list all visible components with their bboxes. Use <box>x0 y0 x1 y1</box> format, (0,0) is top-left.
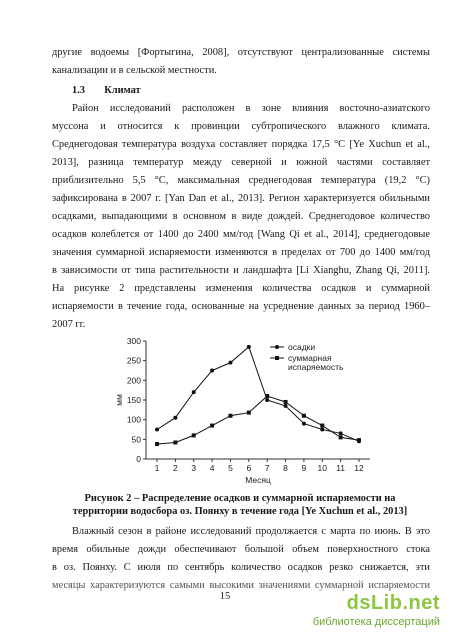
x-tick-label: 1 <box>154 463 160 473</box>
text-line: в зависимости от типа растительности и ландшафта [Li Xianghu, Zhang Qi, 2011]. <box>52 265 430 276</box>
x-tick-label: 11 <box>336 463 346 473</box>
series-2-point <box>265 394 269 398</box>
series-1-point <box>210 369 214 373</box>
series-2-point <box>192 433 196 437</box>
figure-caption-line2: территории водосбора оз. Поянху в течение года [Ye Xuchun et al., 2013] <box>72 506 408 517</box>
legend-label: осадки <box>288 342 316 352</box>
series-1-point <box>192 390 196 394</box>
page-number: 15 <box>219 591 231 602</box>
text-line: 2007 гг. <box>52 319 86 330</box>
x-tick-label: 12 <box>354 463 364 473</box>
text-line: в оз. Поянху. С июля по сентябрь количество осадков резко снижается, эти <box>52 562 430 573</box>
text-line: значения суммарной испаряемости изменяются в пределах от 700 до 1400 мм/год <box>52 247 430 258</box>
text-line: 2013], разница температур между северной и южной частями составляет <box>52 157 430 168</box>
text-line: приблизительно 5,5 °C, максимальная среднегодовая температура (19,2 °C) <box>52 175 430 186</box>
text-line: испаряемости в течение года, основанные на усреднение данных за период 1960– <box>52 301 430 312</box>
series-1-point <box>302 422 306 426</box>
series-2-point <box>155 442 159 446</box>
series-2-point <box>320 424 324 428</box>
text-line: осадками, выпадающими в основном в виде дождей. Среднегодовое количество <box>52 211 430 222</box>
section-heading <box>72 84 450 97</box>
x-tick-label: 3 <box>191 463 197 473</box>
text-line: зафиксирована в 2007 г. [Yan Dan et al., 2013]. Регион характеризуется обильными <box>52 193 430 204</box>
text-line: Район исследований расположен в зоне влияния восточно-азиатского <box>72 103 430 114</box>
x-tick-label: 4 <box>209 463 215 473</box>
series-2-point <box>228 414 232 418</box>
legend-label: суммарная <box>288 353 332 363</box>
x-tick-label: 6 <box>246 463 252 473</box>
series-1-point <box>284 404 288 408</box>
text-line: месяцы характеризуются самыми высокими значениями суммарной испаряемости <box>52 580 430 591</box>
legend-marker <box>275 345 279 349</box>
x-tick-label: 8 <box>283 463 288 473</box>
x-tick-label: 7 <box>264 463 270 473</box>
x-tick-label: 2 <box>173 463 178 473</box>
series-2-point <box>173 440 177 444</box>
watermark-subtitle: библиотека диссертаций <box>312 616 440 628</box>
precipitation-evaporation-chart <box>108 333 380 487</box>
y-tick-label: 250 <box>126 355 141 366</box>
y-tick-label: 100 <box>126 414 141 425</box>
series-1-point <box>173 416 177 420</box>
series-1-point <box>320 428 324 432</box>
series-1-point <box>247 345 251 349</box>
x-tick-label: 5 <box>228 463 233 473</box>
text-line: Среднегодовая температура воздуха составляет порядка 17,5 °C [Ye Xuchun et al., <box>52 139 430 150</box>
series-1-point <box>228 361 232 365</box>
text-line: муссона и относится к провинции субтропического влажного климата. <box>52 121 430 132</box>
section-number: 1.3 <box>72 85 85 96</box>
series-2-point <box>302 414 306 418</box>
y-tick-label: 50 <box>131 434 141 445</box>
y-tick-label: 0 <box>136 454 141 464</box>
text-line: другие водоемы [Фортыгина, 2008], отсутствуют централизованные системы <box>52 47 430 58</box>
text-line: осадков колеблется от 1400 до 2400 мм/год [Wang Qi et al., 2014], среднегодовые <box>52 229 430 240</box>
y-tick-label: 150 <box>126 395 141 405</box>
watermark-logo-text: dsLib.net <box>346 592 440 614</box>
section-title: Климат <box>104 85 141 96</box>
watermark-logo <box>347 592 440 615</box>
y-axis-label: мм <box>114 394 124 406</box>
figure-caption-line1: Рисунок 2 – Распределение осадков и суммарной испаряемости на <box>84 493 396 504</box>
series-1-point <box>265 398 269 402</box>
x-tick-label: 10 <box>317 463 327 473</box>
text-line: На рисунке 2 представлены изменения количества осадков и суммарной <box>52 283 430 294</box>
y-tick-label: 300 <box>126 336 141 346</box>
series-2-point <box>247 411 251 415</box>
series-1-point <box>155 428 159 432</box>
series-2-point <box>357 438 361 442</box>
series-1-point <box>339 431 343 435</box>
legend-label-cont: испаряемость <box>288 362 344 372</box>
text-line: Влажный сезон в районе исследований продолжается с марта по июнь. В это <box>72 526 430 537</box>
text-line: канализации и в сельской местности. <box>52 65 217 76</box>
x-tick-label: 9 <box>301 463 307 473</box>
y-tick-label: 200 <box>126 375 141 386</box>
series-2-point <box>210 424 214 428</box>
x-axis-label: Месяц <box>245 475 271 485</box>
legend-marker <box>275 356 279 360</box>
series-2-point <box>284 400 288 404</box>
series-line-2 <box>157 396 359 444</box>
series-2-point <box>339 435 343 439</box>
text-line: время обильные дожди обеспечивают большой объем поверхностного стока <box>52 544 430 555</box>
